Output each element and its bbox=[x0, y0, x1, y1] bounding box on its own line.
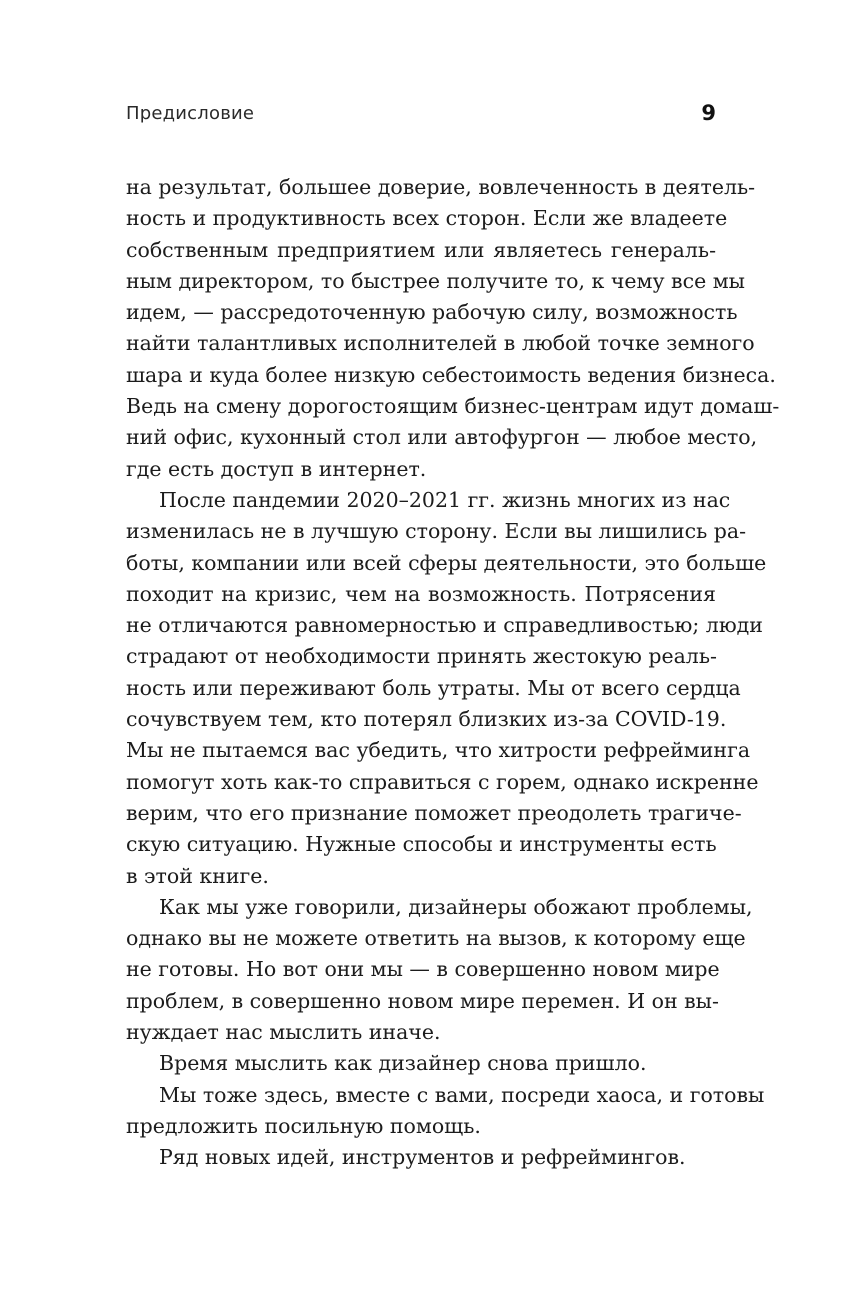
text-line: собственным предприятием или являетесь генераль- bbox=[126, 237, 716, 262]
text-line: однако вы не можете ответить на вызов, к которому еще bbox=[126, 926, 746, 951]
text-line: После пандемии 2020–2021 гг. жизнь многих из нас bbox=[159, 487, 731, 512]
text-line: боты, компании или всей сферы деятельности, это больше bbox=[126, 550, 767, 575]
text-line: проблем, в совершенно новом мире перемен. И он вы- bbox=[126, 988, 719, 1013]
paragraph bbox=[126, 1080, 765, 1143]
text-line: страдают от необходимости принять жестокую реаль- bbox=[126, 644, 717, 669]
text-line: не готовы. Но вот они мы — в совершенно новом мире bbox=[126, 957, 720, 982]
text-line: скую ситуацию. Нужные способы и инструменты есть bbox=[126, 832, 717, 857]
text-line: предложить посильную помощь. bbox=[126, 1113, 481, 1138]
text-line: Ведь на смену дорогостоящим бизнес-центрам идут домаш- bbox=[126, 394, 780, 419]
text-line: найти талантливых исполнителей в любой точке земного bbox=[126, 331, 755, 356]
text-line: не отличаются равномерностью и справедливостью; люди bbox=[126, 613, 763, 638]
paragraph bbox=[126, 485, 767, 892]
text-line: в этой книге. bbox=[126, 863, 269, 888]
text-line: шара и куда более низкую себестоимость ведения бизнеса. bbox=[126, 362, 776, 387]
paragraph bbox=[126, 1048, 716, 1079]
text-line: Ряд новых идей, инструментов и рефреймингов. bbox=[159, 1145, 686, 1170]
text-line: Как мы уже говорили, дизайнеры обожают проблемы, bbox=[159, 894, 753, 919]
text-line: ний офис, кухонный стол или автофургон — любое место, bbox=[126, 425, 758, 450]
paragraph bbox=[126, 892, 753, 1048]
body-text bbox=[126, 172, 780, 1174]
text-line: на результат, большее доверие, вовлеченность в деятель- bbox=[126, 175, 756, 199]
text-line: где есть доступ в интернет. bbox=[126, 456, 427, 481]
running-head bbox=[126, 103, 716, 129]
text-line: ность или переживают боль утраты. Мы от всего сердца bbox=[126, 675, 741, 700]
text-line: походит на кризис, чем на возможность. Потрясения bbox=[126, 581, 716, 606]
text-line: ным директором, то быстрее получите то, к чему все мы bbox=[126, 268, 745, 293]
paragraph bbox=[126, 172, 780, 485]
text-line: сочувствуем тем, кто потерял близких из-за COVID-19. bbox=[126, 707, 727, 732]
text-line: верим, что его признание поможет преодолеть трагиче- bbox=[126, 800, 742, 825]
text-line: помогут хоть как-то справиться с горем, однако искренне bbox=[126, 769, 759, 794]
text-line: Мы не пытаемся вас убедить, что хитрости рефрейминга bbox=[126, 738, 751, 763]
page-number: 9 bbox=[701, 101, 716, 125]
text-line: нуждает нас мыслить иначе. bbox=[126, 1020, 441, 1045]
text-line: Мы тоже здесь, вместе с вами, посреди хаоса, и готовы bbox=[159, 1082, 765, 1107]
text-line: изменилась не в лучшую сторону. Если вы лишились ра- bbox=[126, 519, 747, 544]
paragraph bbox=[126, 1142, 716, 1173]
section-title: Предисловие bbox=[126, 103, 255, 124]
text-line: Время мыслить как дизайнер снова пришло. bbox=[159, 1051, 647, 1076]
text-line: ность и продуктивность всех сторон. Если же владеете bbox=[126, 206, 728, 231]
text-line: идем, — рассредоточенную рабочую силу, возможность bbox=[126, 300, 738, 325]
